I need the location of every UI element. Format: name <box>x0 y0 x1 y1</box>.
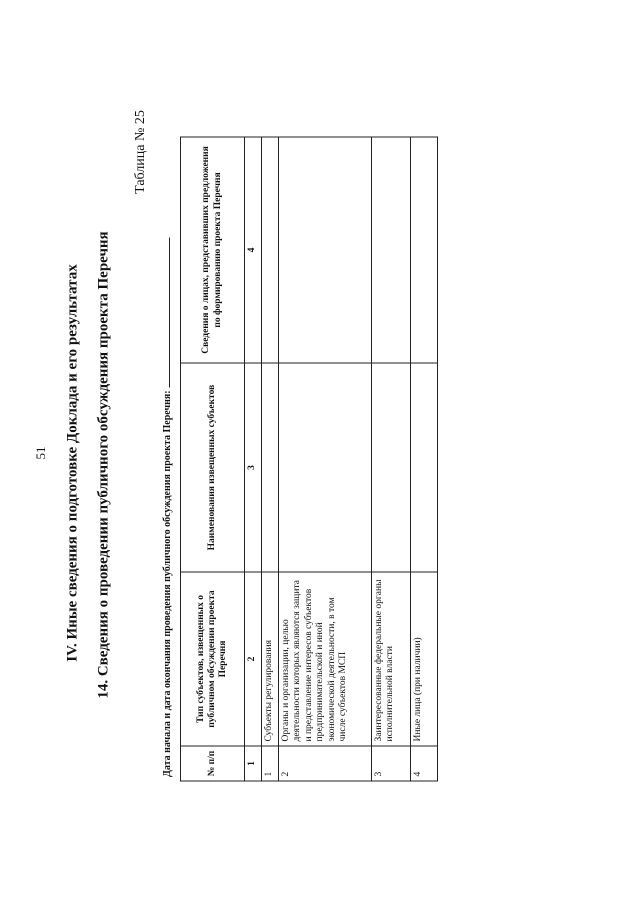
row-num: 2 <box>279 746 372 781</box>
table-container <box>158 137 438 782</box>
row-type: Заинтересованные федеральные органы исполнительной власти <box>371 572 410 746</box>
row-num: 3 <box>371 746 410 781</box>
header-names: Наименования извещенных субъектов <box>181 363 245 572</box>
section-heading: IV. Иные сведения о подготовке Доклада и его результатах <box>64 264 81 662</box>
row-info-cell <box>279 137 372 363</box>
subsection-heading: 14. Сведения о проведении публичного обсуждения проекта Перечня <box>95 231 112 699</box>
table-row <box>371 137 410 781</box>
row-names-cell <box>262 363 279 572</box>
row-info-cell <box>262 137 279 363</box>
table-row <box>262 137 279 781</box>
date-line-text: Дата начала и дата окончания проведения публичного обсуждения проекта Перечня: <box>162 390 173 777</box>
col-number: 1 <box>245 746 262 781</box>
row-type: Субъекты регулирования <box>262 572 279 746</box>
row-info-cell <box>371 137 410 363</box>
row-num: 4 <box>411 746 438 781</box>
public-discussion-table <box>158 137 438 782</box>
header-type: Тип субъектов, извещенных о публичном обсуждении проекта Перечня <box>181 572 245 746</box>
table-row <box>411 137 438 781</box>
col-number: 4 <box>245 137 262 363</box>
page-number: 51 <box>33 446 48 460</box>
table-row <box>279 137 372 781</box>
header-info: Сведения о лицах, представивших предложения по формированию проекта Перечня <box>181 137 245 363</box>
row-info-cell <box>411 137 438 363</box>
row-num: 1 <box>262 746 279 781</box>
row-names-cell <box>411 363 438 572</box>
col-number: 3 <box>245 363 262 572</box>
row-names-cell <box>279 363 372 572</box>
row-names-cell <box>371 363 410 572</box>
header-num: № п/п <box>181 746 245 781</box>
col-number: 2 <box>245 572 262 746</box>
row-type: Органы и организации, целью деятельности которых являются защита и представление интересов субъектов предпринимательской и иной экономической деятельности, в том числе субъектов МСП <box>279 572 372 746</box>
table-label: Таблица № 25 <box>133 110 148 194</box>
date-line <box>158 137 181 781</box>
date-fill-line <box>161 238 170 388</box>
row-type: Иные лица (при наличии) <box>411 572 438 746</box>
